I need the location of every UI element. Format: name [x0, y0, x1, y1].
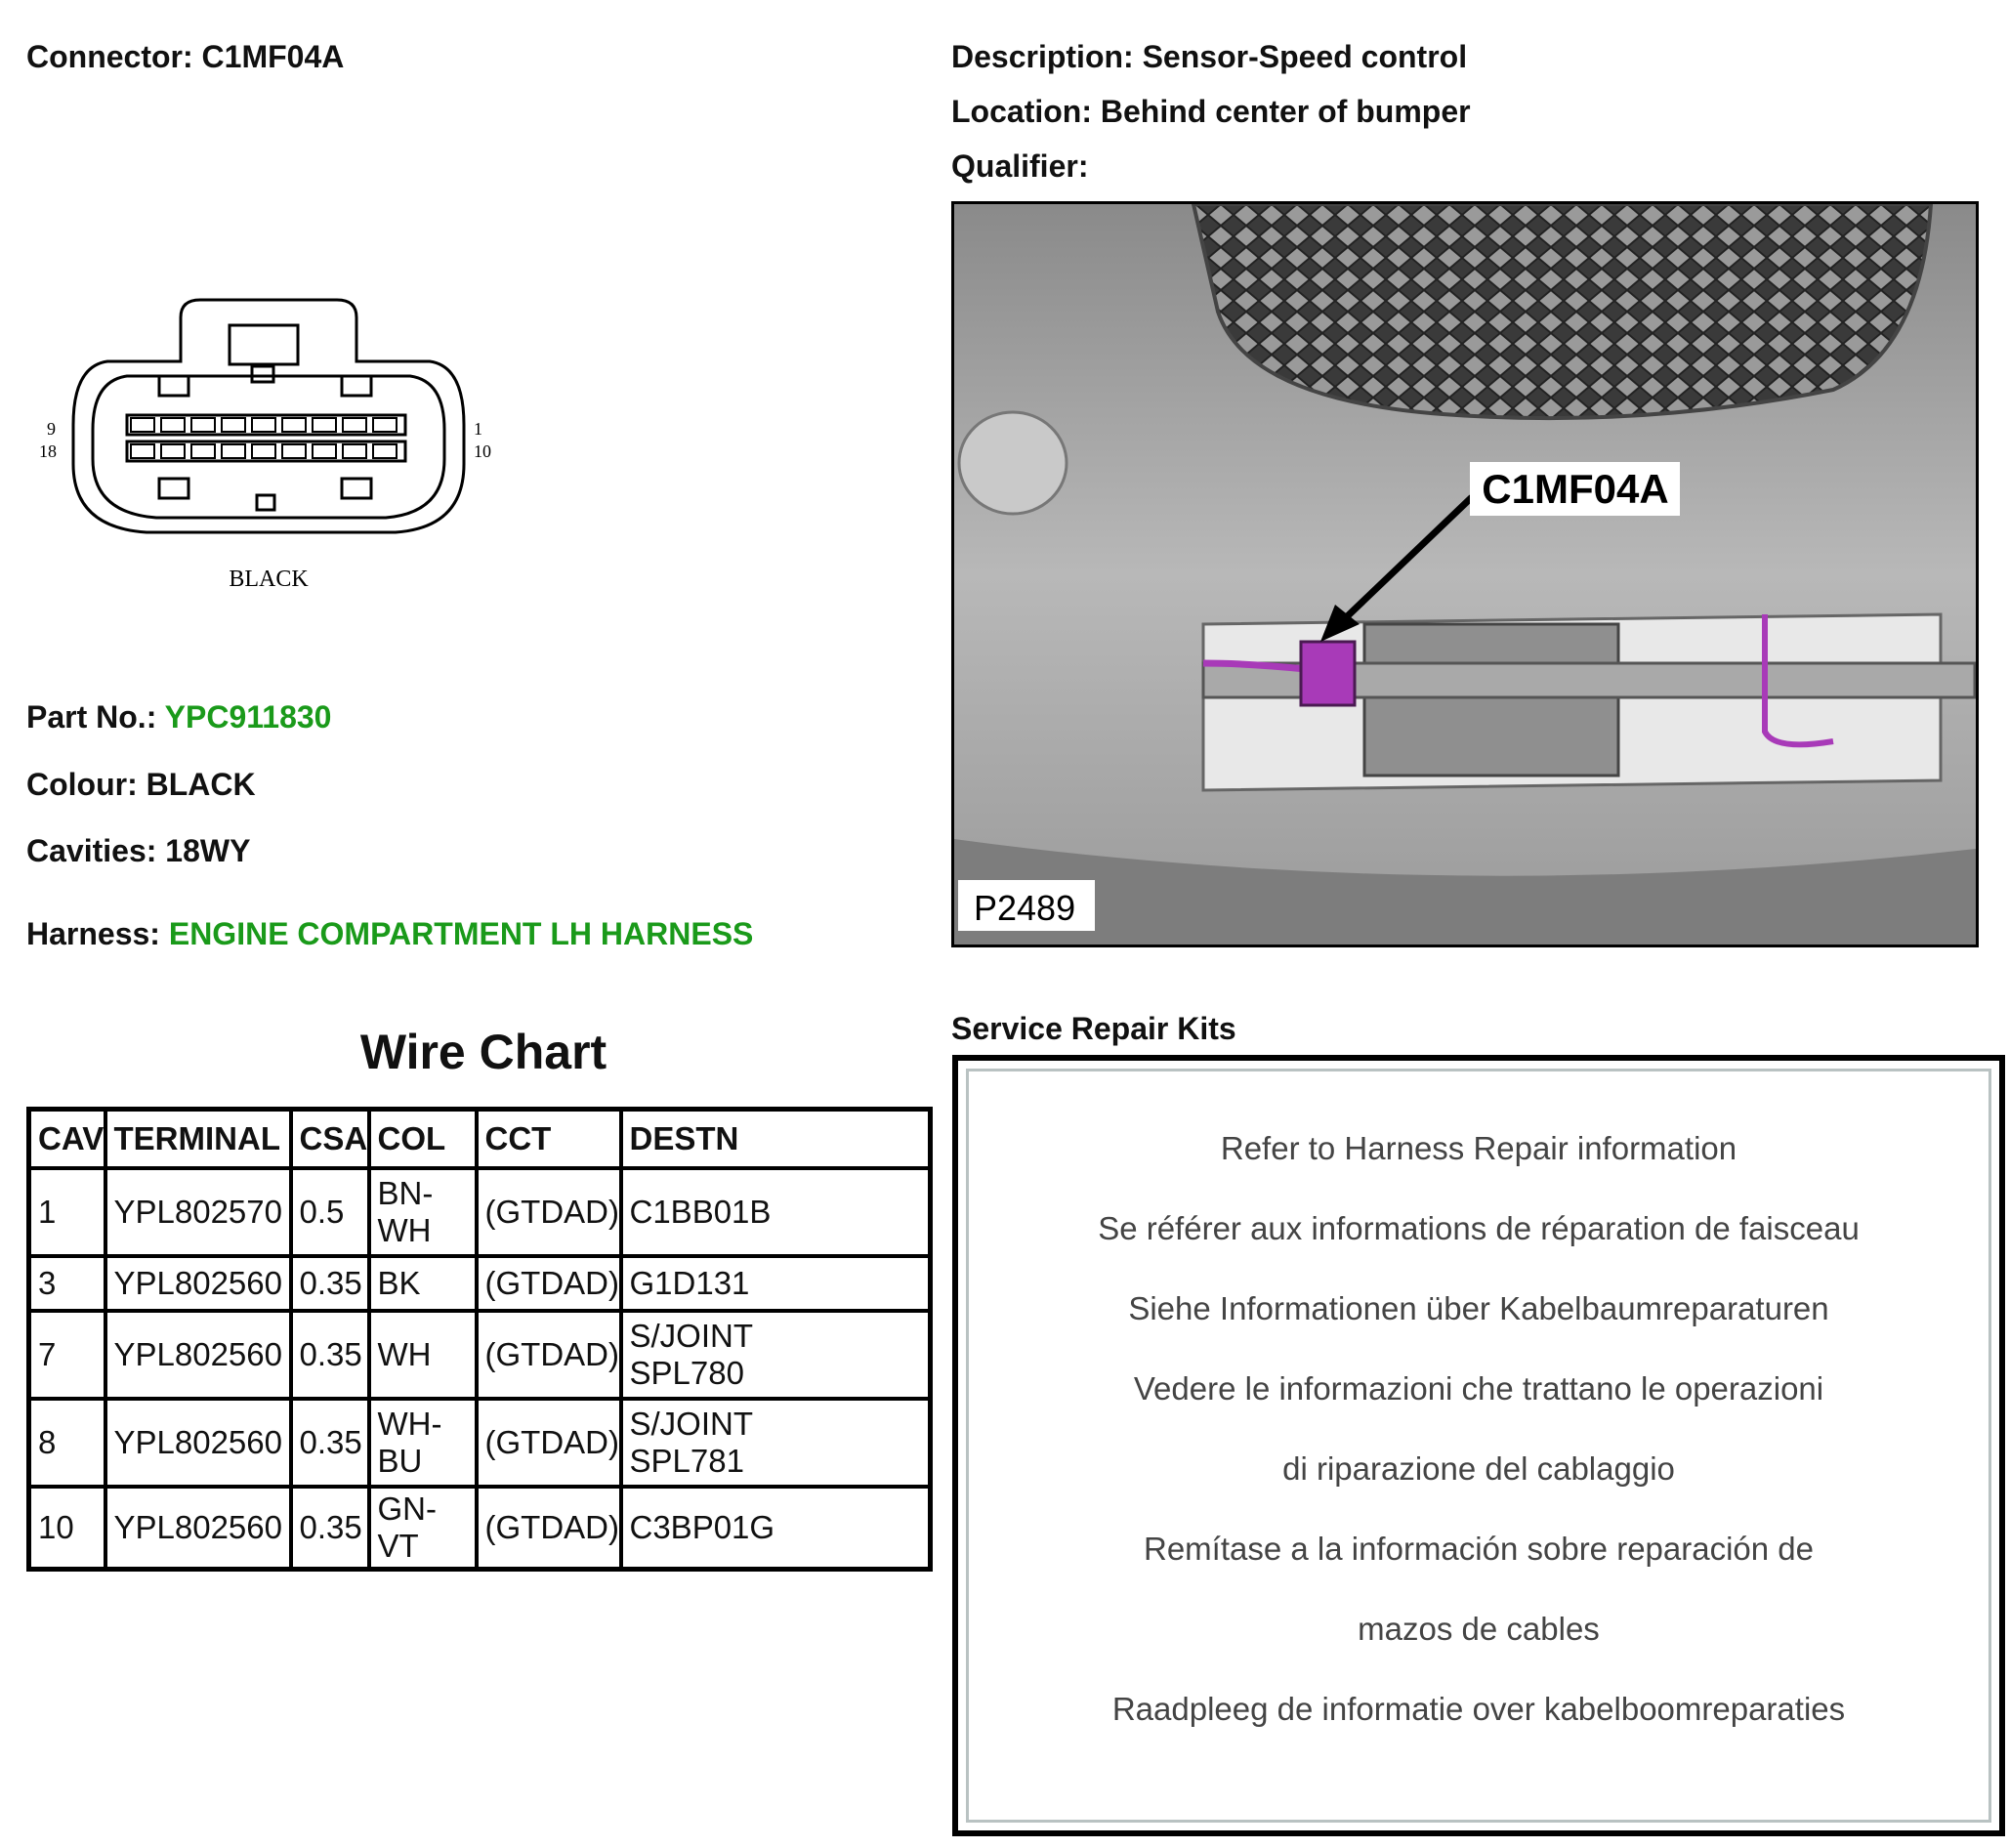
table-row: [29, 1256, 931, 1311]
cell-cct: (GTDAD): [477, 1256, 621, 1311]
pin-cavity: [131, 444, 154, 458]
kit-line: Raadpleeg de informatie over kabelboomreparaties: [1111, 1691, 1846, 1727]
location-field: [951, 94, 1471, 130]
location-value: Behind center of bumper: [1100, 94, 1471, 129]
pin-cavity: [161, 418, 185, 432]
cell-destn-line: C3BP01G: [629, 1509, 775, 1545]
cell-cct: (GTDAD): [477, 1168, 621, 1256]
cell-csa: 0.35: [291, 1256, 369, 1311]
pin-cavity: [282, 444, 306, 458]
photo-ref-label: P2489: [974, 888, 1076, 928]
connector-highlight: [1301, 642, 1355, 705]
service-kits-inner: [966, 1069, 1991, 1823]
header-cct: CCT: [477, 1110, 621, 1169]
header-terminal: TERMINAL: [105, 1110, 291, 1169]
kit-line: Vedere le informazioni che trattano le operazioni: [1133, 1370, 1824, 1407]
description-value: Sensor-Speed control: [1142, 39, 1468, 74]
cell-col: [369, 1256, 477, 1311]
cell-cct: (GTDAD): [477, 1487, 621, 1570]
service-kits-title: Service Repair Kits: [951, 1011, 1236, 1046]
cell-cav: 1: [29, 1168, 105, 1256]
cell-col: [369, 1487, 477, 1570]
cell-destn-line: S/JOINT: [629, 1406, 754, 1442]
cell-cct: (GTDAD): [477, 1311, 621, 1399]
diagram-colour-caption: BLACK: [229, 567, 309, 592]
header-destn: DESTN: [621, 1110, 931, 1169]
pin-cavity: [343, 418, 366, 432]
cell-destn-line: S/JOINT: [629, 1318, 754, 1354]
pin-cavity: [161, 444, 185, 458]
cell-terminal: YPL802560: [105, 1311, 291, 1399]
cell-destn: [621, 1311, 931, 1399]
pin-cavity: [191, 444, 215, 458]
service-kits-box: [952, 1055, 2005, 1836]
cell-cav: 8: [29, 1399, 105, 1487]
cell-col-line: WH: [377, 1212, 432, 1248]
cell-col-line: WH-: [377, 1406, 442, 1442]
pin-label-1: 1: [474, 419, 482, 439]
part-no-value: YPC911830: [164, 699, 332, 735]
cavities-value: 18WY: [165, 833, 251, 868]
pin-cavity: [313, 444, 336, 458]
table-row: [29, 1311, 931, 1399]
colour-label: Colour:: [26, 767, 138, 802]
colour-value: BLACK: [146, 767, 256, 802]
harness-label: Harness:: [26, 916, 160, 951]
cell-destn-line: G1D131: [629, 1265, 750, 1301]
cell-cav: 7: [29, 1311, 105, 1399]
pin-cavity: [191, 418, 215, 432]
part-no-field: [26, 699, 331, 735]
table-row: [29, 1487, 931, 1570]
pin-cavity: [222, 444, 245, 458]
connector-field: [26, 39, 344, 75]
table-header-row: [29, 1110, 931, 1169]
wire-chart-title: Wire Chart: [359, 1025, 607, 1079]
cell-destn-line: SPL780: [629, 1355, 744, 1391]
colour-field: [26, 767, 256, 803]
cell-destn-line: SPL781: [629, 1443, 744, 1479]
cell-col-line: WH: [377, 1336, 432, 1372]
kit-line: mazos de cables: [1358, 1611, 1600, 1647]
cell-col-line: BN-: [377, 1175, 434, 1211]
cell-terminal: YPL802570: [105, 1168, 291, 1256]
cell-destn: [621, 1487, 931, 1570]
cavities-field: [26, 833, 250, 869]
pin-cavity: [282, 418, 306, 432]
kit-line: di riparazione del cablaggio: [1282, 1450, 1675, 1487]
cell-terminal: YPL802560: [105, 1399, 291, 1487]
header-col: COL: [369, 1110, 477, 1169]
cell-cav: 10: [29, 1487, 105, 1570]
connector-face-diagram: [29, 278, 518, 601]
pin-cavity: [373, 418, 397, 432]
pin-cavity: [313, 418, 336, 432]
part-no-label: Part No.:: [26, 699, 157, 735]
kit-line: Remítase a la información sobre reparación de: [1143, 1531, 1815, 1567]
table-row: [29, 1168, 931, 1256]
header-csa: CSA: [291, 1110, 369, 1169]
pin-cavity: [343, 444, 366, 458]
harness-value: ENGINE COMPARTMENT LH HARNESS: [168, 916, 754, 951]
table-row: [29, 1399, 931, 1487]
pin-cavity: [131, 418, 154, 432]
connector-value: C1MF04A: [201, 39, 345, 74]
cell-terminal: YPL802560: [105, 1256, 291, 1311]
qualifier-label: Qualifier:: [951, 148, 1089, 184]
pin-label-18: 18: [39, 441, 57, 461]
cell-col: [369, 1168, 477, 1256]
photo-callout-label: C1MF04A: [1482, 466, 1669, 512]
cell-col-line: GN-VT: [377, 1491, 437, 1564]
cell-destn: [621, 1168, 931, 1256]
cell-destn: [621, 1399, 931, 1487]
cell-csa: 0.35: [291, 1487, 369, 1570]
cell-terminal: YPL802560: [105, 1487, 291, 1570]
pin-cavity: [252, 444, 275, 458]
pin-label-10: 10: [474, 441, 491, 461]
cell-csa: 0.35: [291, 1311, 369, 1399]
cell-cav: 3: [29, 1256, 105, 1311]
connector-label: Connector:: [26, 39, 193, 74]
location-label: Location:: [951, 94, 1092, 129]
cavities-label: Cavities:: [26, 833, 157, 868]
cell-col: [369, 1311, 477, 1399]
kit-line: Se référer aux informations de réparation de faisceau: [1098, 1210, 1860, 1246]
cell-col-line: BU: [377, 1443, 423, 1479]
cell-csa: 0.35: [291, 1399, 369, 1487]
cell-col-line: BK: [377, 1265, 421, 1301]
qualifier-field: [951, 148, 1088, 185]
cell-csa: 0.5: [291, 1168, 369, 1256]
description-label: Description:: [951, 39, 1134, 74]
harness-field: [26, 916, 753, 952]
cell-col: [369, 1399, 477, 1487]
pin-cavity: [252, 418, 275, 432]
pin-cavity: [373, 444, 397, 458]
bumper-illustration: [954, 204, 1976, 945]
kit-line: Siehe Informationen über Kabelbaumreparaturen: [1128, 1290, 1829, 1326]
pin-label-9: 9: [47, 419, 56, 439]
pin-cavity: [222, 418, 245, 432]
location-photo: [951, 201, 1979, 947]
header-cav: CAV: [29, 1110, 105, 1169]
cell-destn: [621, 1256, 931, 1311]
kit-line: Refer to Harness Repair information: [1220, 1130, 1737, 1166]
wire-chart-table: [26, 1107, 933, 1572]
cell-destn-line: C1BB01B: [629, 1194, 772, 1230]
description-field: [951, 39, 1467, 75]
cell-cct: (GTDAD): [477, 1399, 621, 1487]
